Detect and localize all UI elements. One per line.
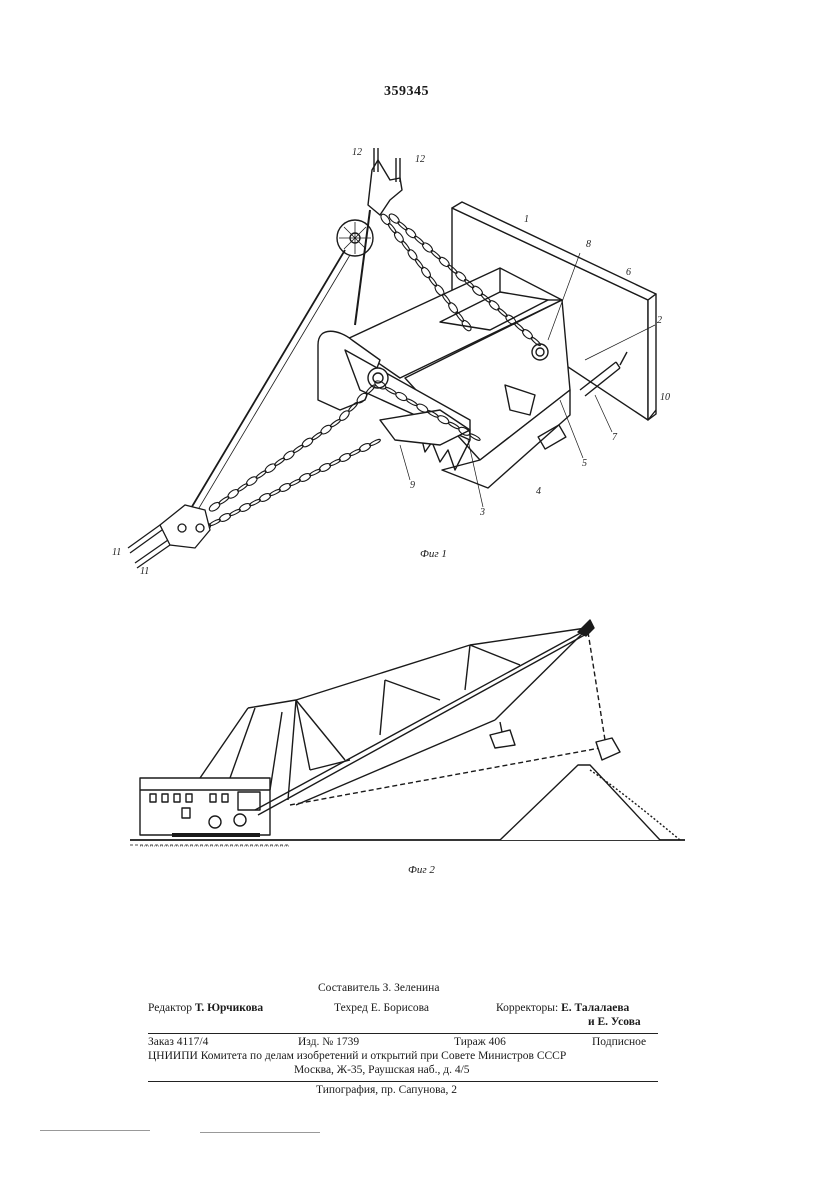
corrector-1: Е. Талалаева: [561, 1002, 630, 1014]
correctors-label: Корректоры:: [496, 1002, 559, 1014]
scan-mark-right: [200, 1132, 320, 1133]
figure-2-caption: Фиг 2: [408, 864, 435, 876]
label-4: 4: [536, 486, 541, 497]
editor-label: Редактор: [148, 1002, 192, 1014]
scan-mark-left: [40, 1130, 150, 1131]
label-12-left: 12: [352, 147, 362, 158]
label-12-right: 12: [415, 154, 425, 165]
patent-number: 359345: [384, 84, 429, 99]
issue-number: Изд. № 1739: [298, 1036, 360, 1048]
label-5: 5: [582, 458, 587, 469]
label-9: 9: [410, 480, 415, 491]
label-2: 2: [657, 315, 662, 326]
figure-1-caption: Фиг 1: [420, 548, 447, 560]
label-8: 8: [586, 239, 591, 250]
label-3: 3: [480, 507, 485, 518]
correctors-line: [496, 1002, 629, 1014]
institute-line: ЦНИИПИ Комитета по делам изобретений и открытий при Совете Министров СССР: [148, 1050, 567, 1062]
corrector-2: и Е. Усова: [588, 1016, 641, 1028]
address-line: Москва, Ж-35, Раушская наб., д. 4/5: [294, 1064, 470, 1076]
order-number: Заказ 4117/4: [148, 1036, 209, 1048]
subscription: Подписное: [592, 1036, 647, 1048]
editor-line: [148, 1002, 263, 1014]
label-6: 6: [626, 267, 631, 278]
label-7: 7: [612, 432, 617, 443]
colophon-rule-top: [148, 1033, 658, 1034]
circulation: Тираж 406: [454, 1036, 506, 1048]
label-10: 10: [660, 392, 670, 403]
label-11-lower: 11: [140, 566, 150, 577]
printer-line: Типография, пр. Сапунова, 2: [316, 1084, 457, 1096]
editor-name: Т. Юрчикова: [194, 1002, 264, 1014]
colophon-rule-bottom: [148, 1081, 658, 1082]
composer-line: Составитель З. Зеленина: [318, 982, 440, 994]
label-11-upper: 11: [112, 547, 122, 558]
techred-line: Техред Е. Борисова: [334, 1002, 429, 1014]
label-1: 1: [524, 214, 529, 225]
